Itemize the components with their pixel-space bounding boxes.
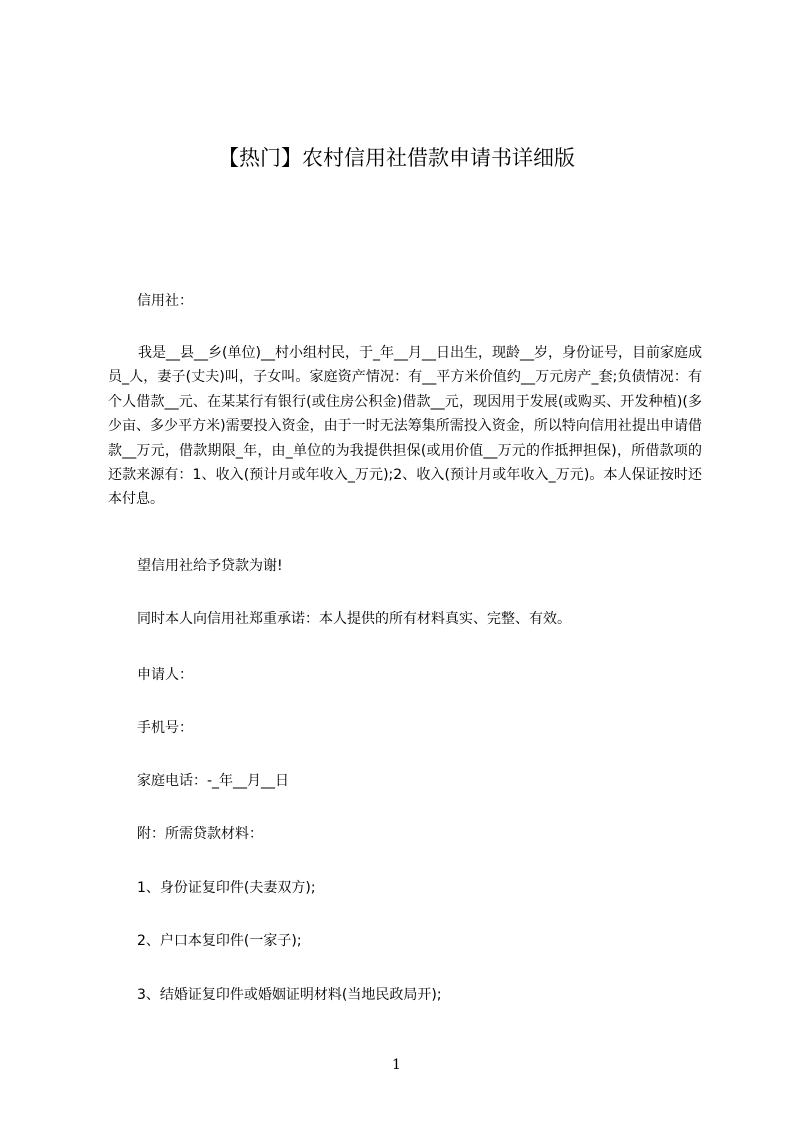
home-phone-date-line: 家庭电话：-_年__月__日 (137, 773, 290, 789)
request-line: 望信用社给予贷款为谢! (137, 558, 283, 574)
application-body-paragraph: 我是__县__乡(单位)__村小组村民，于_年__月__日出生，现龄__岁，身份证号，目前家庭成员_人，妻子(丈夫)叫，子女叫。家庭资产情况：有__平方米价值约__万元房产_套;负债情况：有个人借款__元、在某某行有银行(或住房公积金)借款__元，现因用于发展(或购买、开发种植)(多少亩、多少平方米)需要投入资金，由于一时无法筹集所需投入资金，所以特向信用社提出申请借款__万元，借款期限_年，由_单位的为我提供担保(或用价值__万元的作抵押担保)，所借款项的还款来源有：1、收入(预计月或年收入_万元);2、收入(预计月或年收入_万元)。本人保证按时还本付息。 (108, 345, 702, 508)
pledge-line: 同时本人向信用社郑重承诺：本人提供的所有材料真实、完整、有效。 (137, 611, 571, 627)
document-title: 【热门】农村信用社借款申请书详细版 (218, 146, 575, 170)
page-number: 1 (392, 1057, 401, 1073)
applicant-label: 申请人： (137, 667, 193, 683)
attachment-heading: 附：所需贷款材料： (137, 826, 263, 842)
material-item: 1、身份证复印件(夫妻双方); (137, 880, 316, 896)
material-item: 3、结婚证复印件或婚姻证明材料(当地民政局开); (137, 987, 442, 1003)
salutation: 信用社： (137, 293, 193, 309)
mobile-label: 手机号： (137, 720, 193, 736)
material-item: 2、户口本复印件(一家子); (137, 933, 302, 949)
